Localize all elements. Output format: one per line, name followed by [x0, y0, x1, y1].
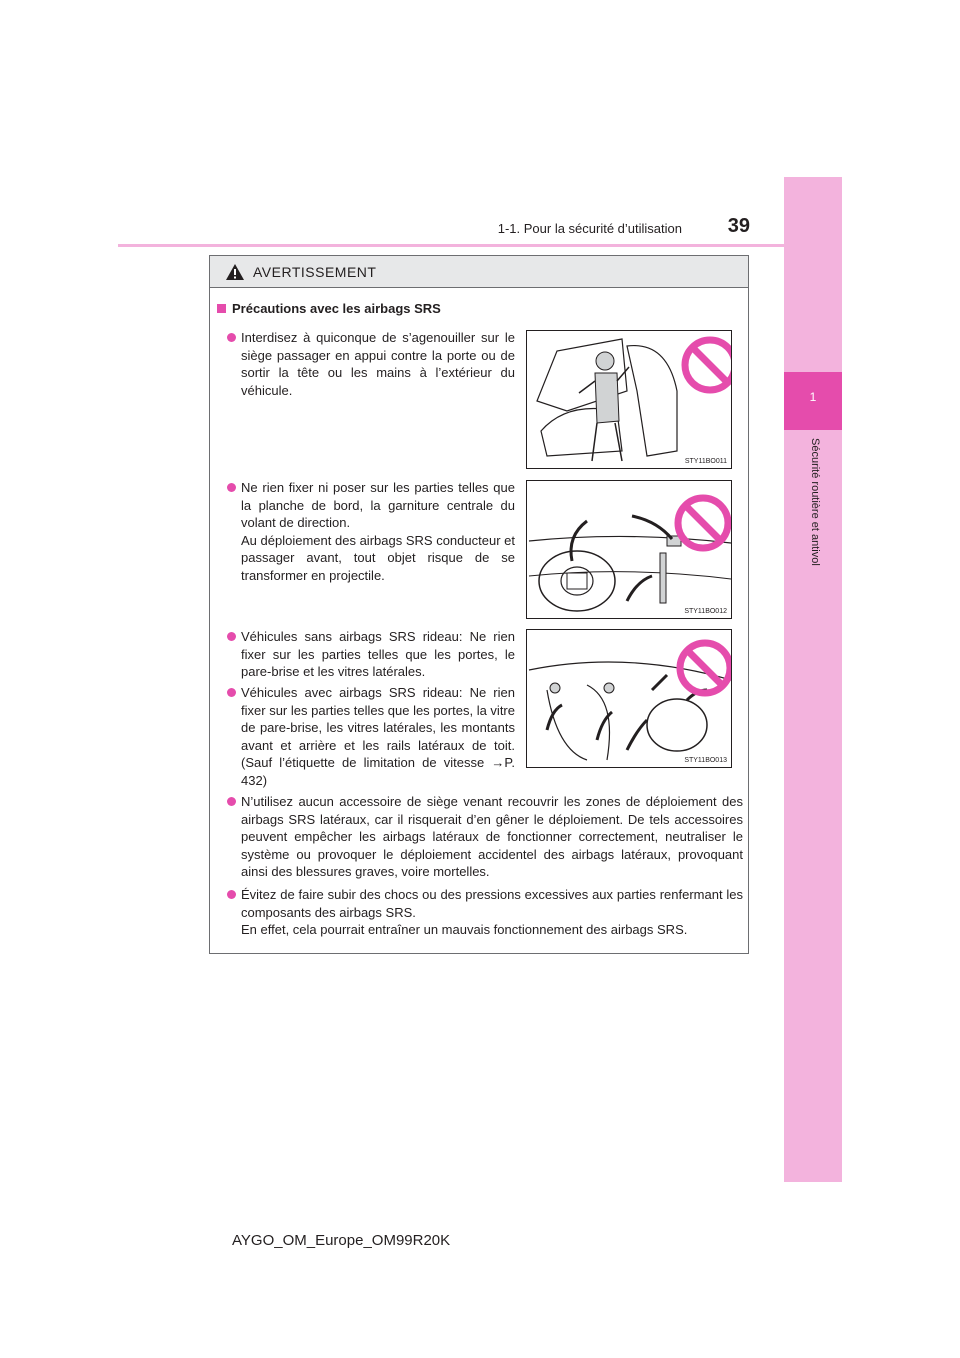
header-rule: [118, 244, 784, 247]
warning-topic: [217, 301, 441, 316]
illustration-code: STY11BO013: [684, 757, 727, 764]
document-id: AYGO_OM_Europe_OM99R20K: [232, 1232, 451, 1249]
bullet-dot-icon: [227, 797, 236, 806]
dashboard-objects-illustration: [527, 481, 731, 618]
illustration-passenger-seat: [526, 330, 732, 469]
warning-triangle-icon: [225, 263, 245, 281]
illustration-code: STY11BO012: [684, 608, 727, 615]
bullet-dot-icon: [227, 632, 236, 641]
warning-box: [209, 255, 749, 954]
illustration-dashboard: [526, 480, 732, 619]
warning-label: AVERTISSEMENT: [253, 263, 377, 280]
bullet-dot-icon: [227, 333, 236, 342]
square-bullet-icon: [217, 304, 226, 313]
bullet-dot-icon: [227, 483, 236, 492]
list-item: Interdisez à quiconque de s’agenouiller sur le siège passager en appui contre la porte ou de sortir la tête ou les mains à l’extérieur du véhicule.: [241, 329, 515, 399]
illustration-code: STY11BO011: [684, 458, 727, 465]
warning-topic-text: Précautions avec les airbags SRS: [232, 301, 441, 316]
curtain-airbag-objects-illustration: [527, 630, 731, 767]
passenger-kneeling-illustration: [527, 331, 731, 468]
list-item: Évitez de faire subir des chocs ou des pressions excessives aux parties renfermant les composants des airbags SRS. En effet, cela pourrait entraîner un mauvais fonctionnement des airbags SRS.: [241, 886, 743, 939]
list-item: Ne rien fixer ni poser sur les parties telles que la planche de bord, la garniture centrale du volant de direction. Au déploiement des airbags SRS conducteur et passager avant, tout objet risque de se transformer en projectile.: [241, 479, 515, 584]
section-title: 1-1. Pour la sécurité d’utilisation: [497, 221, 682, 236]
illustration-curtain-airbag: [526, 629, 732, 768]
list-item: Véhicules sans airbags SRS rideau: Ne rien fixer sur les parties telles que les portes, le pare-brise et les vitres latérales.: [241, 628, 515, 681]
list-item: N’utilisez aucun accessoire de siège venant recouvrir les zones de déploiement des airbags SRS latéraux, car il risquerait d’en gêner le déploiement. De tels accessoires peuvent empêcher les airbags latéraux de fonctionner correctement, neutraliser le système ou provoquer le déploiement accidentel des airbags latéraux, provoquant ainsi des blessures graves, voire mortelles.: [241, 793, 743, 881]
chapter-title: Sécurité routière et antivol: [809, 438, 821, 566]
list-item: Véhicules avec airbags SRS rideau: Ne rien fixer sur les parties telles que les portes, la vitre de pare-brise, les vitres latérales, les montants avant et arrière et les rails latéraux de toit. (Sauf l’étiquette de limitation de vitesse →P. 432): [241, 684, 515, 789]
warning-header: [210, 256, 748, 288]
chapter-number: 1: [809, 390, 817, 404]
bullet-dot-icon: [227, 890, 236, 899]
bullet-dot-icon: [227, 688, 236, 697]
page-number: 39: [727, 215, 750, 237]
